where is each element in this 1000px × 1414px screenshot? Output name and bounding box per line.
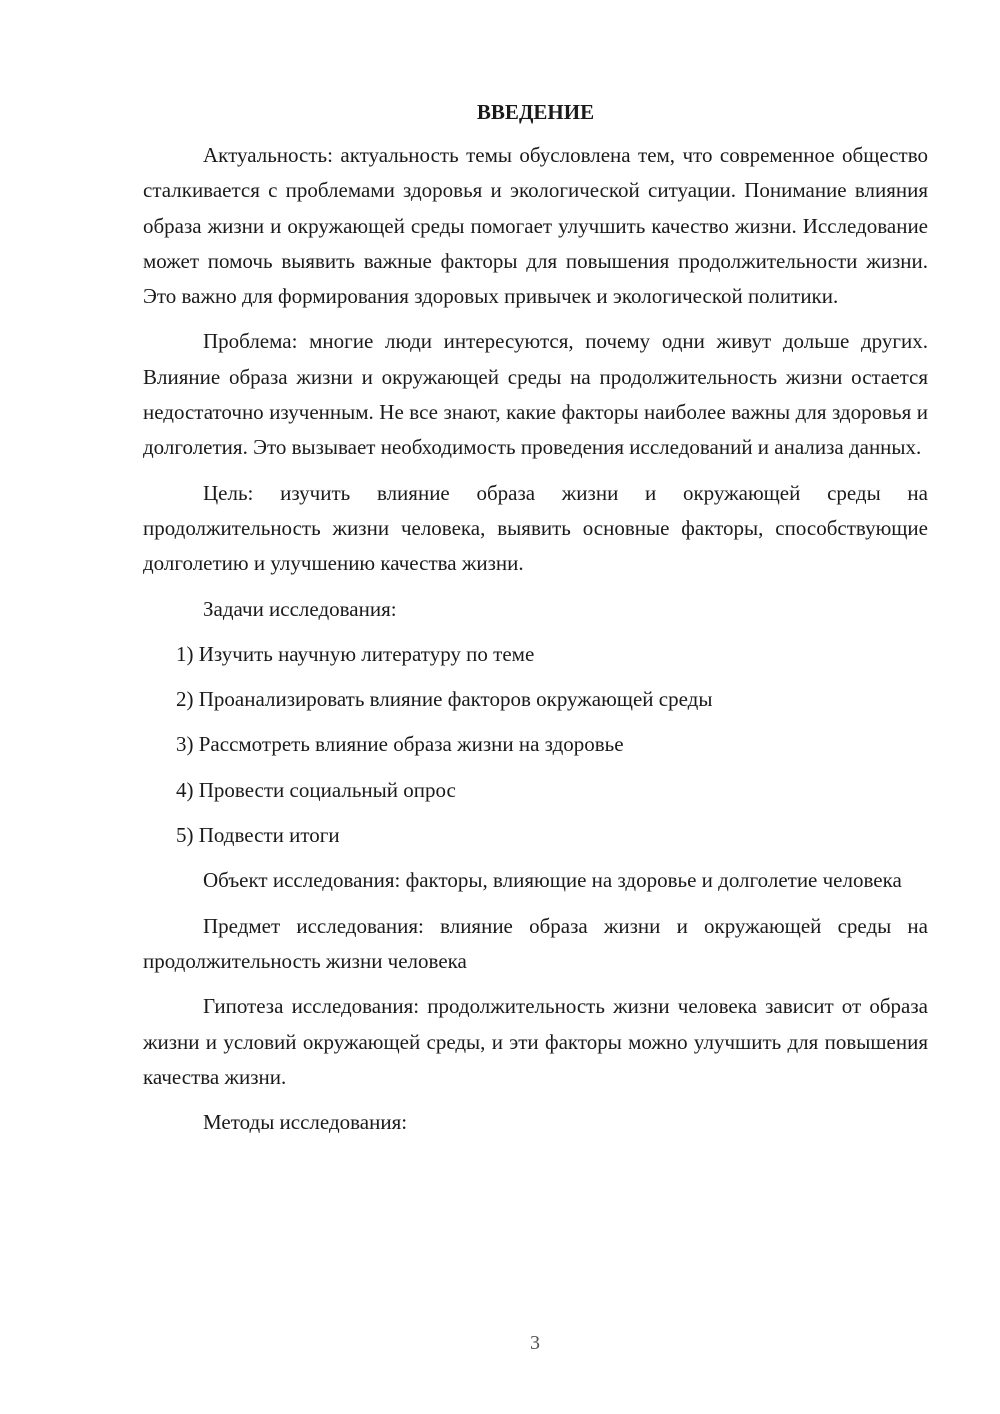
object-paragraph: Объект исследования: факторы, влияющие на здоровье и долголетие человека: [203, 868, 902, 893]
problem-paragraph: Проблема: многие люди интересуются, почему одни живут дольше других. Влияние образа жизни и окружающей среды на продолжительность жизни остается недостаточно изученным. Не все знают, какие факторы наиболее важны для здоровья и долголетия. Это вызывает необходимость проведения исследований и анализа данных.: [143, 329, 928, 460]
task-item: 1) Изучить научную литературу по теме: [176, 641, 535, 666]
subject-paragraph: Предмет исследования: влияние образа жизни и окружающей среды на продолжительность жизни человека: [143, 913, 928, 973]
methods-heading: Методы исследования:: [203, 1110, 408, 1135]
page-title: ВВЕДЕНИЕ: [476, 100, 595, 124]
task-item: 4) Провести социальный опрос: [176, 777, 456, 802]
tasks-heading: Задачи исследования:: [203, 596, 397, 621]
relevance-paragraph: Актуальность: актуальность темы обусловлена тем, что современное общество сталкивается с проблемами здоровья и экологической ситуации. Понимание влияния образа жизни и окружающей среды помогает улучшить качество жизни. Исследование может помочь выявить важные факторы для повышения продолжительности жизни. Это важно для формирования здоровых привычек и экологической политики.: [143, 143, 928, 309]
page-number: 3: [530, 1332, 540, 1354]
document-page: [143, 96, 928, 1140]
task-item: 3) Рассмотреть влияние образа жизни на здоровье: [176, 732, 624, 757]
task-item: 5) Подвести итоги: [176, 823, 340, 848]
goal-paragraph: Цель: изучить влияние образа жизни и окружающей среды на продолжительность жизни человека, выявить основные факторы, способствующие долголетию и улучшению качества жизни.: [143, 480, 928, 576]
task-item: 2) Проанализировать влияние факторов окружающей среды: [176, 687, 713, 712]
hypothesis-paragraph: Гипотеза исследования: продолжительность жизни человека зависит от образа жизни и условий окружающей среды, и эти факторы можно улучшить для повышения качества жизни.: [143, 994, 928, 1089]
